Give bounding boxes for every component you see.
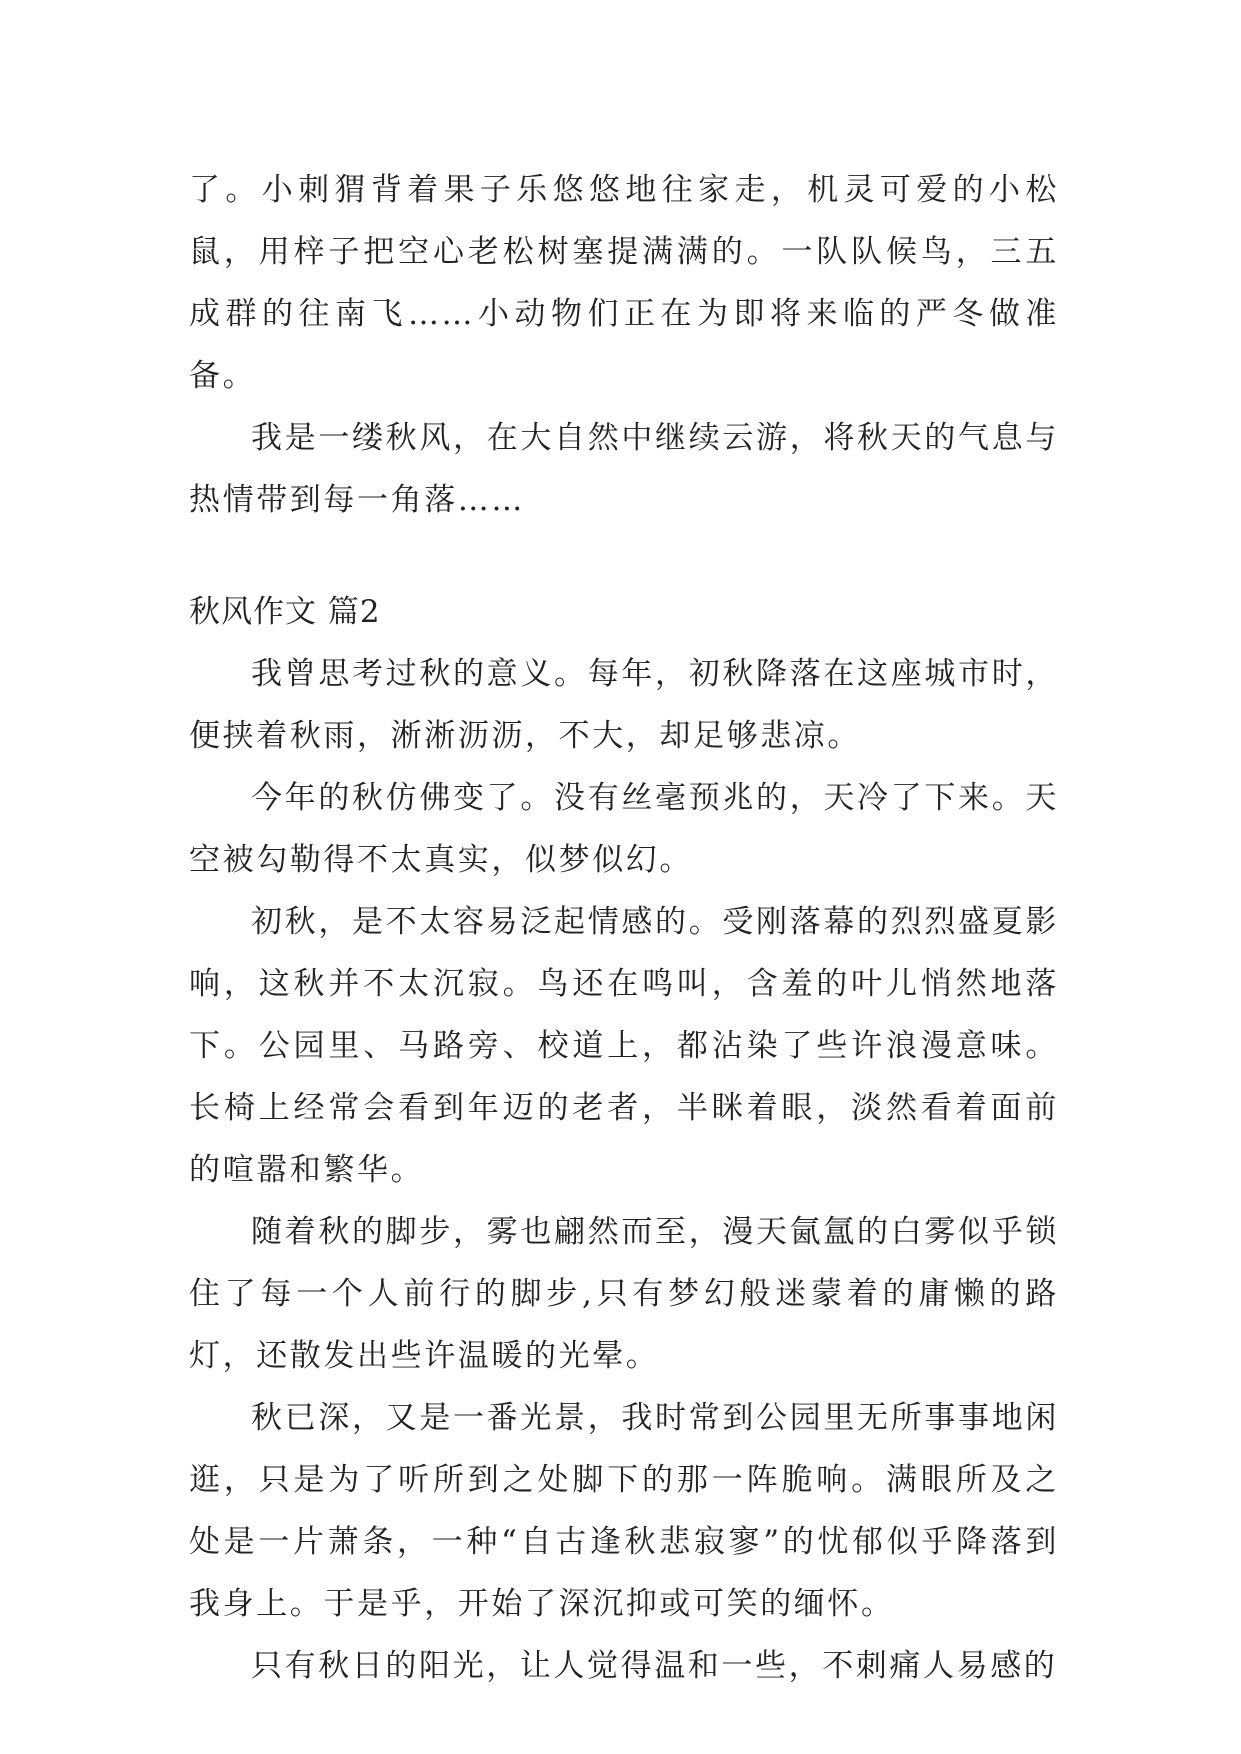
section-heading: 秋风作文 篇2 [189,594,381,630]
paragraph: 今年的秋仿佛变了。没有丝毫预兆的，天冷了下来。天空被勾勒得不太真实，似梦似幻。 [189,780,1059,878]
document-body [189,159,1059,1697]
paragraph: 我曾思考过秋的意义。每年，初秋降落在这座城市时，便挟着秋雨，淅淅沥沥，不大，却足够悲凉。 [189,656,1059,754]
paragraph: 随着秋的脚步，雾也翩然而至，漫天氤氲的白雾似乎锁住了每一个人前行的脚步,只有梦幻般迷蒙着的庸懒的路灯，还散发出些许温暖的光晕。 [189,1214,1059,1374]
paragraph: 初秋，是不太容易泛起情感的。受刚落幕的烈烈盛夏影响，这秋并不太沉寂。鸟还在鸣叫，含羞的叶儿悄然地落下。公园里、马路旁、校道上，都沾染了些许浪漫意味。长椅上经常会看到年迈的老者，半眯着眼，淡然看着面前的喧嚣和繁华。 [189,904,1059,1188]
paragraph: 秋已深，又是一番光景，我时常到公园里无所事事地闲逛，只是为了听所到之处脚下的那一阵脆响。满眼所及之处是一片萧条，一种“自古逢秋悲寂寥”的忧郁似乎降落到我身上。于是乎，开始了深沉抑或可笑的缅怀。 [189,1400,1059,1622]
paragraph: 我是一缕秋风，在大自然中继续云游，将秋天的气息与热情带到每一角落…… [189,420,1059,518]
paragraph: 只有秋日的阳光，让人觉得温和一些，不刺痛人易感的 [251,1648,1058,1684]
paragraph-continued: 了。小刺猬背着果子乐悠悠地往家走，机灵可爱的小松鼠，用梓子把空心老松树塞提满满的。一队队候鸟，三五成群的往南飞……小动物们正在为即将来临的严冬做准备。 [189,172,1059,394]
